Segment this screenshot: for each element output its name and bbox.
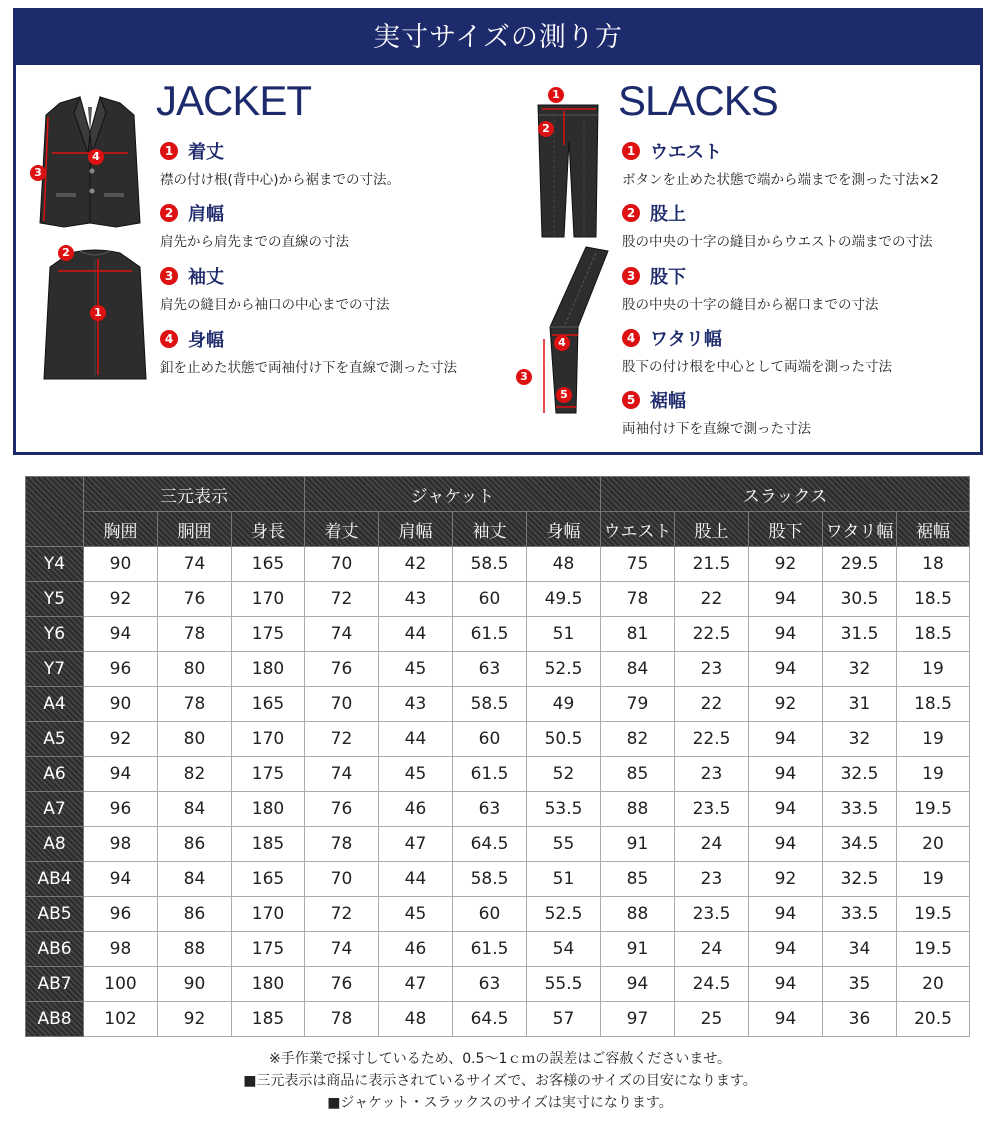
size-label: A4: [26, 687, 84, 722]
table-cell: 170: [232, 722, 305, 757]
table-cell: 92: [749, 687, 823, 722]
table-cell: 35: [823, 967, 897, 1002]
table-cell: 78: [158, 687, 232, 722]
slacks-item-desc: 股の中央の十字の縫目からウエストの端までの寸法: [622, 234, 933, 250]
column-header: ワタリ幅: [823, 512, 897, 547]
column-header: 胴囲: [158, 512, 232, 547]
table-cell: 96: [84, 897, 158, 932]
table-cell: 96: [84, 792, 158, 827]
table-row: [26, 827, 970, 862]
slacks-marker-4: 4: [554, 335, 570, 351]
table-cell: 94: [749, 757, 823, 792]
table-cell: 72: [305, 897, 379, 932]
table-cell: 58.5: [453, 547, 527, 582]
table-cell: 91: [601, 932, 675, 967]
table-cell: 43: [379, 687, 453, 722]
slacks-item-5: [622, 388, 811, 437]
table-cell: 94: [84, 757, 158, 792]
guide-title: 実寸サイズの測り方: [16, 11, 980, 65]
table-cell: 19.5: [897, 792, 970, 827]
notes: [0, 1048, 1000, 1114]
table-cell: 64.5: [453, 827, 527, 862]
table-cell: 72: [305, 582, 379, 617]
table-cell: 23.5: [675, 897, 749, 932]
note-line: ■三元表示は商品に表示されているサイズで、お客様のサイズの目安になります。: [243, 1073, 757, 1089]
table-cell: 92: [749, 862, 823, 897]
table-cell: 70: [305, 862, 379, 897]
column-header: 身幅: [527, 512, 601, 547]
table-cell: 46: [379, 792, 453, 827]
table-cell: 57: [527, 1002, 601, 1037]
table-cell: 88: [601, 897, 675, 932]
table-cell: 61.5: [453, 932, 527, 967]
jacket-marker-2: 2: [58, 245, 74, 261]
table-cell: 32: [823, 722, 897, 757]
jacket-item-desc: 肩先から肩先までの直線の寸法: [160, 234, 349, 250]
table-cell: 76: [305, 652, 379, 687]
table-cell: 165: [232, 687, 305, 722]
size-label: Y7: [26, 652, 84, 687]
table-cell: 185: [232, 827, 305, 862]
table-cell: 92: [749, 547, 823, 582]
jacket-marker-1: 1: [90, 305, 106, 321]
table-cell: 90: [84, 547, 158, 582]
table-cell: 23: [675, 862, 749, 897]
table-cell: 78: [601, 582, 675, 617]
table-row: [26, 687, 970, 722]
slacks-item-label: 股上: [650, 204, 686, 225]
slacks-item-label: 股下: [650, 267, 686, 288]
table-cell: 53.5: [527, 792, 601, 827]
table-cell: 165: [232, 547, 305, 582]
size-label: A6: [26, 757, 84, 792]
table-row: [26, 862, 970, 897]
table-cell: 58.5: [453, 862, 527, 897]
table-cell: 91: [601, 827, 675, 862]
table-cell: 92: [158, 1002, 232, 1037]
table-cell: 47: [379, 967, 453, 1002]
slacks-item-4: [622, 326, 892, 375]
slacks-item-1: [622, 139, 939, 188]
table-cell: 94: [749, 1002, 823, 1037]
table-cell: 97: [601, 1002, 675, 1037]
table-cell: 78: [158, 617, 232, 652]
table-cell: 22: [675, 687, 749, 722]
table-cell: 60: [453, 722, 527, 757]
table-cell: 45: [379, 897, 453, 932]
table-row: [26, 652, 970, 687]
group-header: スラックス: [601, 477, 970, 512]
table-cell: 51: [527, 862, 601, 897]
table-cell: 180: [232, 792, 305, 827]
table-cell: 23.5: [675, 792, 749, 827]
table-cell: 22.5: [675, 617, 749, 652]
table-cell: 32.5: [823, 757, 897, 792]
jacket-item-1: [160, 139, 400, 188]
table-cell: 90: [158, 967, 232, 1002]
number-badge: 5: [622, 391, 640, 409]
table-cell: 102: [84, 1002, 158, 1037]
table-cell: 34: [823, 932, 897, 967]
jacket-item-label: 肩幅: [188, 204, 224, 225]
table-cell: 63: [453, 792, 527, 827]
table-cell: 61.5: [453, 757, 527, 792]
table-cell: 49.5: [527, 582, 601, 617]
table-cell: 18: [897, 547, 970, 582]
column-header: 股上: [675, 512, 749, 547]
measurement-guide: [13, 8, 983, 455]
table-cell: 42: [379, 547, 453, 582]
column-header: 袖丈: [453, 512, 527, 547]
group-header-row: [26, 477, 970, 512]
table-row: [26, 757, 970, 792]
table-row: [26, 967, 970, 1002]
jacket-item-4: [160, 327, 457, 376]
table-cell: 185: [232, 1002, 305, 1037]
table-cell: 78: [305, 1002, 379, 1037]
table-cell: 94: [749, 722, 823, 757]
table-row: [26, 1002, 970, 1037]
table-cell: 18.5: [897, 617, 970, 652]
table-cell: 86: [158, 897, 232, 932]
table-cell: 74: [305, 617, 379, 652]
jacket-marker-3: 3: [30, 165, 46, 181]
number-badge: 4: [160, 330, 178, 348]
size-label: Y4: [26, 547, 84, 582]
column-header: 身長: [232, 512, 305, 547]
table-cell: 22: [675, 582, 749, 617]
number-badge: 2: [160, 204, 178, 222]
slacks-item-desc: 股下の付け根を中心として両端を測った寸法: [622, 359, 892, 375]
jacket-item-label: 身幅: [188, 330, 224, 351]
table-cell: 55.5: [527, 967, 601, 1002]
column-header: 裾幅: [897, 512, 970, 547]
slacks-item-desc: 両袖付け下を直線で測った寸法: [622, 421, 811, 437]
table-cell: 63: [453, 967, 527, 1002]
table-row: [26, 617, 970, 652]
table-cell: 48: [379, 1002, 453, 1037]
table-cell: 33.5: [823, 897, 897, 932]
slacks-item-label: ワタリ幅: [650, 329, 722, 350]
table-cell: 94: [749, 652, 823, 687]
jacket-item-3: [160, 264, 390, 313]
table-cell: 94: [84, 862, 158, 897]
number-badge: 3: [160, 267, 178, 285]
table-cell: 94: [749, 967, 823, 1002]
table-cell: 45: [379, 757, 453, 792]
table-cell: 82: [601, 722, 675, 757]
table-cell: 75: [601, 547, 675, 582]
table-cell: 98: [84, 827, 158, 862]
table-cell: 64.5: [453, 1002, 527, 1037]
size-label: AB4: [26, 862, 84, 897]
slacks-item-2: [622, 201, 933, 250]
table-cell: 60: [453, 897, 527, 932]
size-label: Y5: [26, 582, 84, 617]
table-cell: 49: [527, 687, 601, 722]
jacket-item-label: 袖丈: [188, 267, 224, 288]
table-cell: 33.5: [823, 792, 897, 827]
slacks-marker-3: 3: [516, 369, 532, 385]
table-cell: 36: [823, 1002, 897, 1037]
table-cell: 52.5: [527, 652, 601, 687]
table-cell: 18.5: [897, 582, 970, 617]
size-table-wrapper: [25, 476, 970, 1037]
table-row: [26, 792, 970, 827]
number-badge: 1: [622, 142, 640, 160]
table-cell: 46: [379, 932, 453, 967]
table-cell: 94: [749, 792, 823, 827]
jacket-item-2: [160, 201, 349, 250]
table-row: [26, 932, 970, 967]
table-cell: 34.5: [823, 827, 897, 862]
jacket-item-desc: 襟の付け根(背中心)から裾までの寸法。: [160, 172, 401, 188]
column-header: 着丈: [305, 512, 379, 547]
table-cell: 94: [84, 617, 158, 652]
table-cell: 32.5: [823, 862, 897, 897]
slacks-marker-1: 1: [548, 87, 564, 103]
size-label: AB6: [26, 932, 84, 967]
table-cell: 94: [749, 932, 823, 967]
table-cell: 94: [749, 827, 823, 862]
slacks-item-label: ウエスト: [650, 142, 722, 163]
table-cell: 76: [158, 582, 232, 617]
size-label: A8: [26, 827, 84, 862]
slacks-item-3: [622, 264, 879, 313]
table-cell: 24.5: [675, 967, 749, 1002]
size-table: [25, 476, 970, 1037]
table-cell: 19.5: [897, 932, 970, 967]
table-row: [26, 722, 970, 757]
number-badge: 1: [160, 142, 178, 160]
table-cell: 52: [527, 757, 601, 792]
number-badge: 2: [622, 204, 640, 222]
table-cell: 90: [84, 687, 158, 722]
table-cell: 76: [305, 967, 379, 1002]
table-cell: 47: [379, 827, 453, 862]
table-cell: 24: [675, 827, 749, 862]
table-cell: 23: [675, 652, 749, 687]
table-row: [26, 547, 970, 582]
table-cell: 175: [232, 617, 305, 652]
table-cell: 19: [897, 757, 970, 792]
table-cell: 94: [749, 897, 823, 932]
jacket-title: JACKET: [156, 77, 312, 124]
table-cell: 63: [453, 652, 527, 687]
column-header: 股下: [749, 512, 823, 547]
slacks-marker-5: 5: [556, 387, 572, 403]
table-cell: 94: [749, 582, 823, 617]
table-cell: 81: [601, 617, 675, 652]
table-cell: 170: [232, 582, 305, 617]
table-cell: 29.5: [823, 547, 897, 582]
table-cell: 52.5: [527, 897, 601, 932]
jacket-item-desc: 釦を止めた状態で両袖付け下を直線で測った寸法: [160, 360, 457, 376]
table-cell: 78: [305, 827, 379, 862]
table-cell: 84: [601, 652, 675, 687]
table-cell: 43: [379, 582, 453, 617]
table-cell: 84: [158, 862, 232, 897]
table-cell: 31: [823, 687, 897, 722]
table-row: [26, 582, 970, 617]
table-cell: 96: [84, 652, 158, 687]
table-cell: 51: [527, 617, 601, 652]
table-cell: 20: [897, 967, 970, 1002]
table-cell: 24: [675, 932, 749, 967]
table-cell: 165: [232, 862, 305, 897]
table-cell: 23: [675, 757, 749, 792]
table-cell: 85: [601, 757, 675, 792]
note-line: ※手作業で採寸しているため、0.5～1ｃｍの誤差はご容赦くださいませ。: [269, 1051, 731, 1067]
slacks-item-label: 裾幅: [650, 391, 686, 412]
table-cell: 54: [527, 932, 601, 967]
column-header-row: [26, 512, 970, 547]
table-cell: 76: [305, 792, 379, 827]
table-cell: 79: [601, 687, 675, 722]
table-cell: 20: [897, 827, 970, 862]
size-table-body: [26, 547, 970, 1037]
table-cell: 60: [453, 582, 527, 617]
table-cell: 94: [749, 617, 823, 652]
table-cell: 19: [897, 652, 970, 687]
note-line: ■ジャケット・スラックスのサイズは実寸になります。: [327, 1095, 673, 1111]
table-cell: 20.5: [897, 1002, 970, 1037]
table-cell: 98: [84, 932, 158, 967]
table-cell: 44: [379, 862, 453, 897]
table-cell: 180: [232, 967, 305, 1002]
column-header: 肩幅: [379, 512, 453, 547]
table-cell: 45: [379, 652, 453, 687]
table-cell: 61.5: [453, 617, 527, 652]
table-cell: 18.5: [897, 687, 970, 722]
table-cell: 25: [675, 1002, 749, 1037]
table-cell: 74: [305, 932, 379, 967]
number-badge: 3: [622, 267, 640, 285]
size-label: AB8: [26, 1002, 84, 1037]
table-row: [26, 897, 970, 932]
table-cell: 92: [84, 722, 158, 757]
table-cell: 80: [158, 652, 232, 687]
table-cell: 88: [158, 932, 232, 967]
table-cell: 94: [601, 967, 675, 1002]
table-cell: 19: [897, 862, 970, 897]
table-cell: 55: [527, 827, 601, 862]
table-cell: 44: [379, 722, 453, 757]
table-cell: 19.5: [897, 897, 970, 932]
jacket-marker-4: 4: [88, 149, 104, 165]
table-cell: 74: [305, 757, 379, 792]
table-cell: 70: [305, 547, 379, 582]
slacks-item-desc: 股の中央の十字の縫目から裾口までの寸法: [622, 297, 879, 313]
table-cell: 74: [158, 547, 232, 582]
slacks-marker-2: 2: [538, 121, 554, 137]
jacket-item-label: 着丈: [188, 142, 224, 163]
table-cell: 180: [232, 652, 305, 687]
table-cell: 48: [527, 547, 601, 582]
table-cell: 30.5: [823, 582, 897, 617]
size-label: A5: [26, 722, 84, 757]
table-cell: 170: [232, 897, 305, 932]
table-cell: 21.5: [675, 547, 749, 582]
jacket-item-desc: 肩先の縫目から袖口の中心までの寸法: [160, 297, 390, 313]
table-cell: 88: [601, 792, 675, 827]
table-cell: 175: [232, 932, 305, 967]
table-cell: 70: [305, 687, 379, 722]
size-label: A7: [26, 792, 84, 827]
corner-cell: [26, 477, 84, 547]
table-cell: 72: [305, 722, 379, 757]
slacks-item-desc: ボタンを止めた状態で端から端までを測った寸法×2: [622, 172, 939, 188]
table-cell: 50.5: [527, 722, 601, 757]
size-label: Y6: [26, 617, 84, 652]
table-cell: 175: [232, 757, 305, 792]
table-cell: 100: [84, 967, 158, 1002]
table-cell: 22.5: [675, 722, 749, 757]
table-cell: 85: [601, 862, 675, 897]
size-label: AB5: [26, 897, 84, 932]
table-cell: 44: [379, 617, 453, 652]
number-badge: 4: [622, 329, 640, 347]
table-cell: 32: [823, 652, 897, 687]
table-cell: 82: [158, 757, 232, 792]
group-header: 三元表示: [84, 477, 305, 512]
table-cell: 58.5: [453, 687, 527, 722]
slacks-title: SLACKS: [618, 77, 778, 124]
table-cell: 80: [158, 722, 232, 757]
table-cell: 19: [897, 722, 970, 757]
column-header: 胸囲: [84, 512, 158, 547]
group-header: ジャケット: [305, 477, 601, 512]
size-label: AB7: [26, 967, 84, 1002]
table-cell: 84: [158, 792, 232, 827]
table-cell: 86: [158, 827, 232, 862]
table-cell: 92: [84, 582, 158, 617]
table-cell: 31.5: [823, 617, 897, 652]
column-header: ウエスト: [601, 512, 675, 547]
